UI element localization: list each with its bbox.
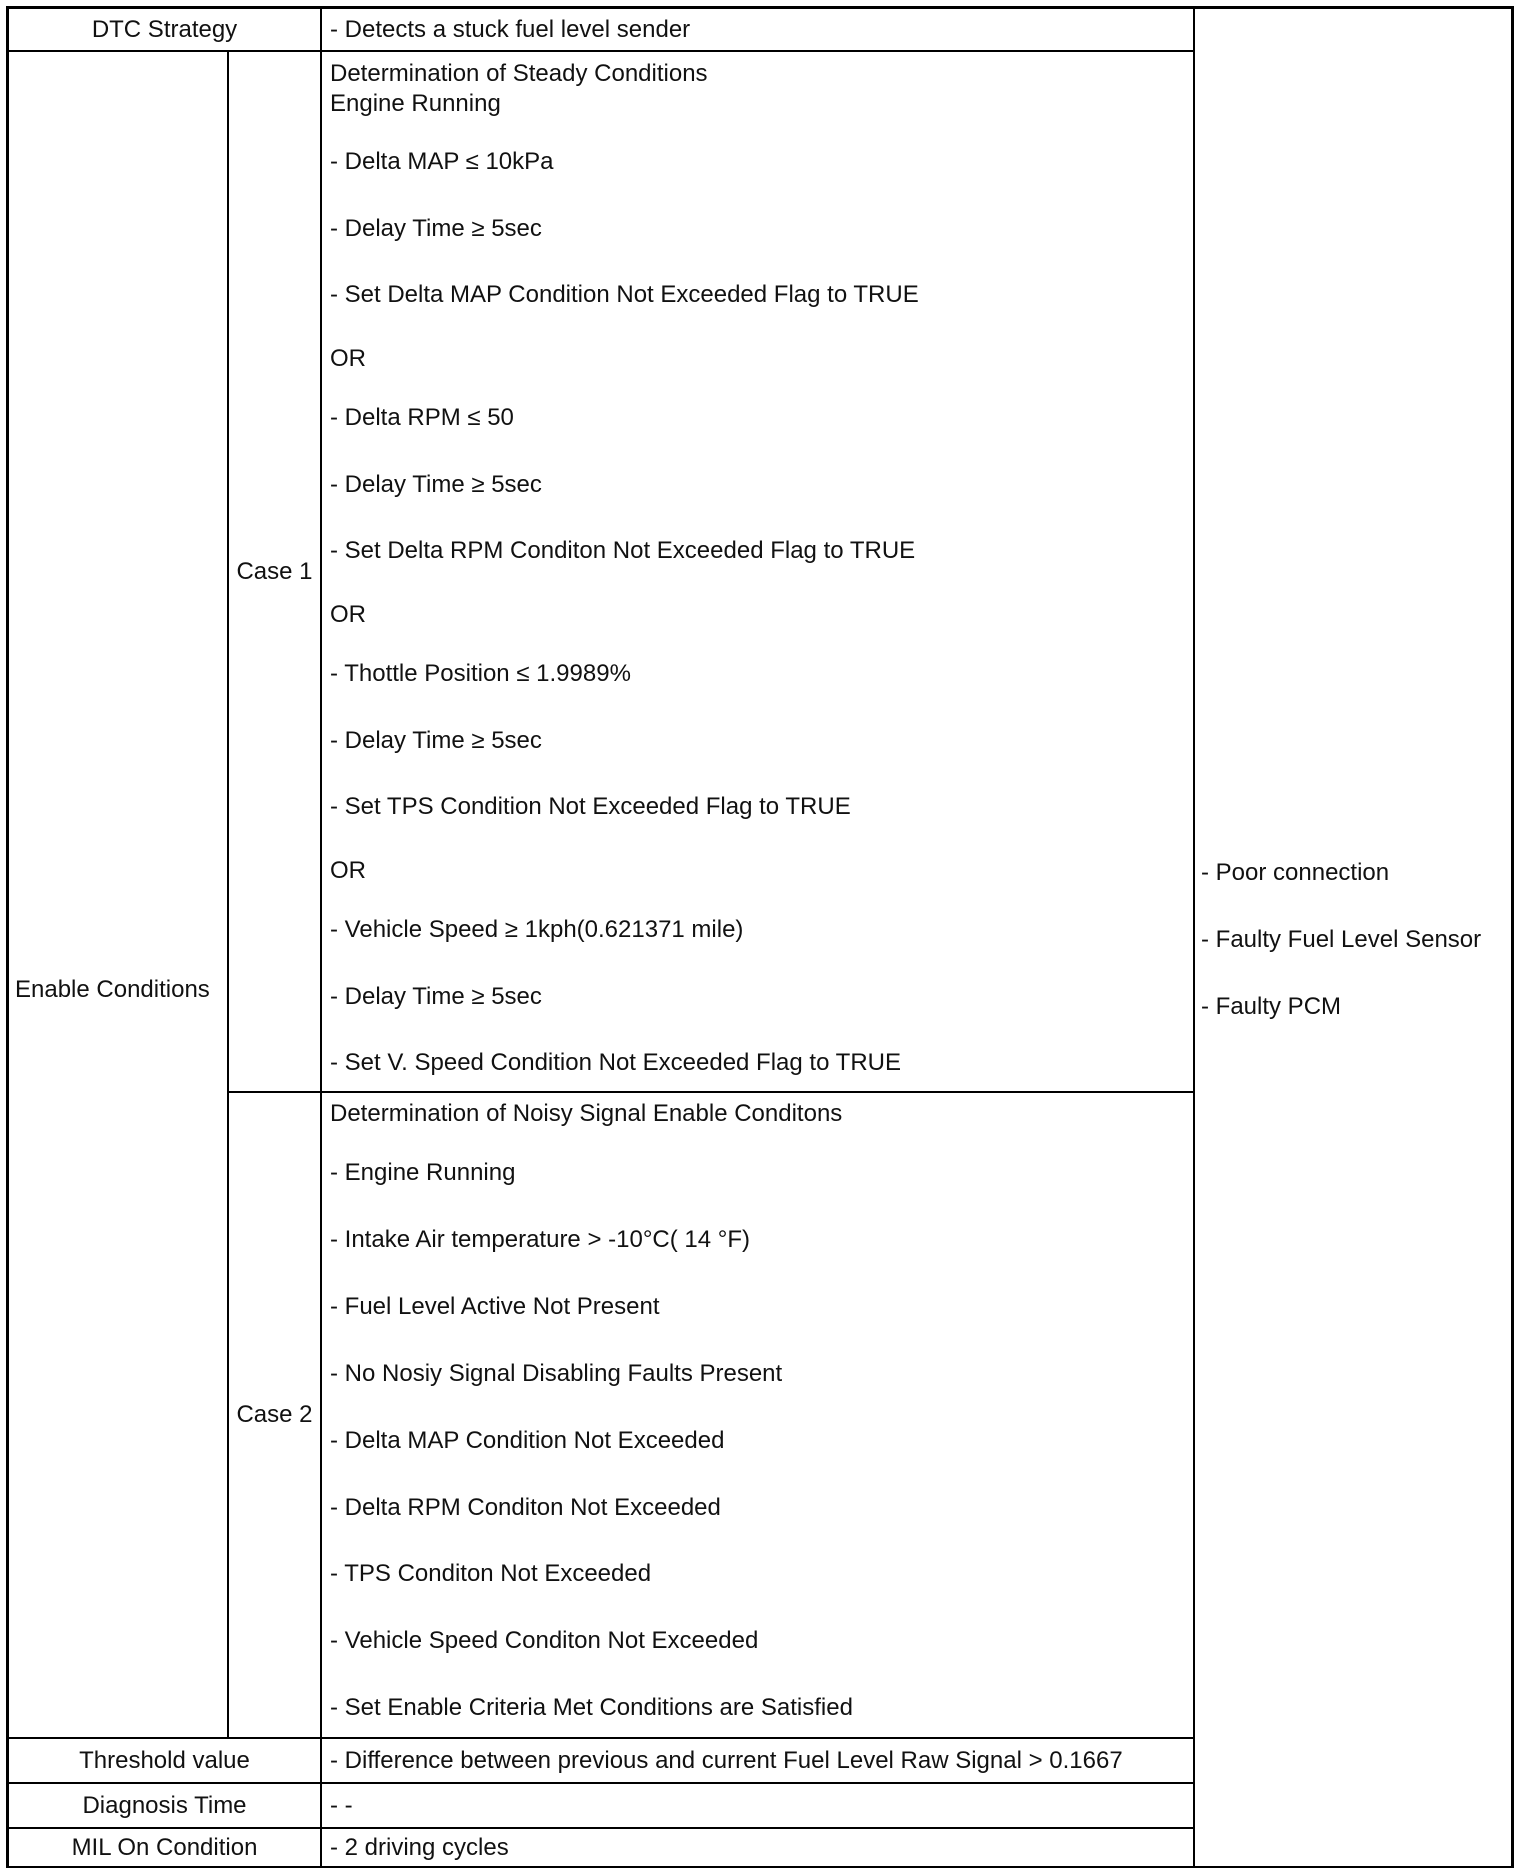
- case1-line: - Delta RPM ≤ 50: [330, 404, 514, 431]
- case2-line: - Delta RPM Conditon Not Exceeded: [330, 1494, 721, 1521]
- case2-conditions: [322, 1093, 1193, 1737]
- diagnosis-time-value: - -: [330, 1791, 353, 1819]
- possible-causes: [1195, 9, 1511, 1866]
- case1-line: Determination of Steady Conditions: [330, 60, 708, 87]
- case1-line: - Set Delta RPM Conditon Not Exceeded Flag to TRUE: [330, 537, 916, 564]
- case1-line: - Delay Time ≥ 5sec: [330, 215, 542, 242]
- case1-line: - Delay Time ≥ 5sec: [330, 983, 542, 1010]
- case1-line: OR: [330, 857, 366, 884]
- case2-line: - Fuel Level Active Not Present: [330, 1293, 660, 1320]
- threshold-label: Threshold value: [79, 1746, 250, 1774]
- case1-line: OR: [330, 601, 366, 628]
- case2-line: - Delta MAP Condition Not Exceeded: [330, 1427, 725, 1454]
- dtc-strategy-label: DTC Strategy: [91, 15, 238, 43]
- case2-line: - Intake Air temperature > -10°C( 14 °F): [330, 1226, 751, 1253]
- case1-conditions: [322, 52, 1193, 1091]
- enable-conditions-label: Enable Conditions: [15, 975, 210, 1003]
- case1-line: - Delta MAP ≤ 10kPa: [330, 148, 554, 175]
- case2-line: Determination of Noisy Signal Enable Conditons: [330, 1100, 843, 1127]
- cause-item: - Faulty PCM: [1201, 993, 1342, 1020]
- case1-line: - Set V. Speed Condition Not Exceeded Flag to TRUE: [330, 1049, 901, 1076]
- case1-label: Case 1: [236, 557, 313, 585]
- case1-line: - Vehicle Speed ≥ 1kph(0.621371 mile): [330, 916, 744, 943]
- case2-line: - TPS Conditon Not Exceeded: [330, 1560, 652, 1587]
- case2-line: - Vehicle Speed Conditon Not Exceeded: [330, 1627, 759, 1654]
- case1-line: - Delay Time ≥ 5sec: [330, 471, 542, 498]
- case2-line: - No Nosiy Signal Disabling Faults Present: [330, 1360, 783, 1387]
- threshold-value: - Difference between previous and current Fuel Level Raw Signal > 0.1667: [330, 1746, 1123, 1774]
- case2-label: Case 2: [236, 1401, 313, 1428]
- diagnosis-time-label: Diagnosis Time: [82, 1791, 247, 1819]
- case1-line: - Set TPS Condition Not Exceeded Flag to TRUE: [330, 793, 851, 820]
- case1-line: - Set Delta MAP Condition Not Exceeded Flag to TRUE: [330, 281, 919, 308]
- cause-item: - Poor connection: [1201, 859, 1390, 886]
- mil-condition-label: MIL On Condition: [71, 1833, 258, 1861]
- dtc-strategy-value: - Detects a stuck fuel level sender: [330, 15, 691, 43]
- case1-line: Engine Running: [330, 90, 501, 117]
- case1-line: - Delay Time ≥ 5sec: [330, 727, 542, 754]
- case1-line: - Thottle Position ≤ 1.9989%: [330, 660, 631, 687]
- case2-line: - Set Enable Criteria Met Conditions are Satisfied: [330, 1694, 853, 1721]
- mil-condition-value: - 2 driving cycles: [330, 1833, 509, 1861]
- case2-line: - Engine Running: [330, 1159, 516, 1186]
- cause-item: - Faulty Fuel Level Sensor: [1201, 926, 1482, 953]
- case1-line: OR: [330, 345, 366, 372]
